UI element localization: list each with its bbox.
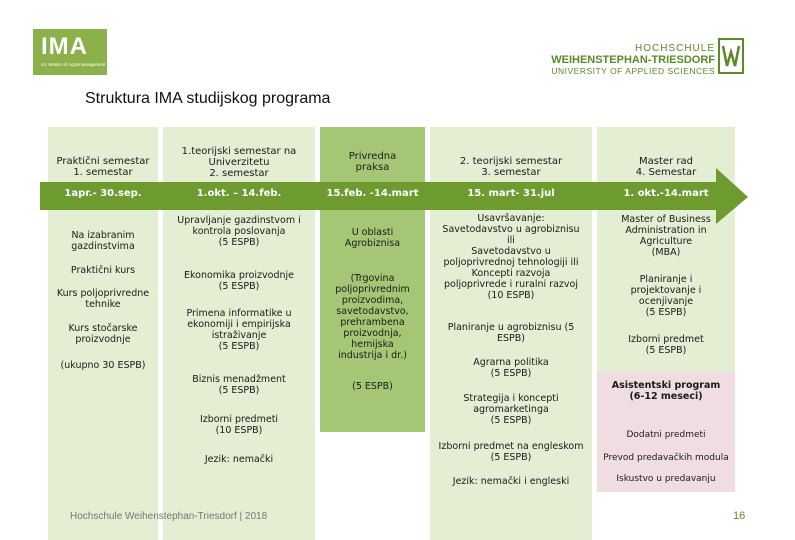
course-item: Biznis menadžment (5 ESPB) (192, 374, 286, 396)
course-item: Agrarna politika (5 ESPB) (473, 357, 549, 379)
master-item: Planiranje i projektovanje i ocenjivanje (5 ESPB) (630, 274, 702, 318)
page-number: 16 (733, 510, 746, 522)
practical-item: Praktični kurs (70, 265, 136, 276)
master-item: Master of Business Administration in Agriculture (MBA) (621, 214, 711, 258)
course-item: Usavršavanje: Savetodavstvo u agrobiznisu ili Savetodavstvo u poljoprivrednoj tehnologiji ili Koncepti razvoja poljoprivrede i ruralni razvoj (10 ESPB) (442, 213, 580, 301)
header-praksa: Privredna praksa (348, 151, 397, 173)
dates-practical: 1apr.- 30.sep. (64, 188, 142, 199)
course-item: Primena informatike u ekonomiji i empirijska istraživanje (5 ESPB) (186, 308, 292, 352)
assistant-item: Prevod predavačkih modula (603, 453, 729, 463)
university-line-2: WEIHENSTEPHAN-TRIESDORF (551, 54, 715, 66)
course-item: Jezik: nemački (204, 454, 274, 465)
practical-item: Na izabranim gazdinstvima (71, 230, 135, 252)
ima-logo-name: IMA (41, 33, 88, 60)
footer-text: Hochschule Weihenstephan-Triesdorf | 2018 (70, 511, 268, 522)
assistant-program-title: Asistentski program (6-12 meseci) (611, 380, 721, 402)
university-w-logo (718, 38, 744, 74)
course-item: Upravljanje gazdinstvom i kontrola poslovanja (5 ESPB) (177, 215, 301, 248)
course-item: Strategija i koncepti agromarketinga (5 ESPB) (463, 393, 559, 426)
university-line-3: UNIVERSITY OF APPLIED SCIENCES (551, 66, 715, 76)
praksa-item: U oblasti Agrobiznisa (344, 227, 401, 249)
header-master: Master rad 4. Semestar (635, 156, 697, 178)
dates-semester3: 15. mart- 31.jul (467, 188, 555, 199)
assistant-item: Dodatni predmeti (626, 430, 706, 440)
university-line-1: HOCHSCHULE (634, 43, 715, 54)
ima-logo-subtitle: Int. Master of Agrarmanagement (41, 62, 106, 67)
course-item: Izborni predmeti (10 ESPB) (199, 414, 279, 436)
praksa-item: (5 ESPB) (352, 381, 393, 392)
course-item: Planiranje u agrobiznisu (5 ESPB) (447, 322, 575, 344)
assistant-item: Iskustvo u predavanju (616, 474, 716, 484)
ima-logo (33, 29, 107, 75)
dates-praksa: 15.feb. -14.mart (326, 188, 419, 199)
course-item: Izborni predmet na engleskom (5 ESPB) (438, 441, 584, 463)
header-practical: Praktični semestar 1. semestar (56, 156, 150, 178)
course-item: Jezik: nemački i engleski (452, 476, 570, 487)
master-item: Izborni predmet (5 ESPB) (628, 334, 704, 356)
dates-master: 1. okt.-14.mart (623, 188, 709, 199)
page-title: Struktura IMA studijskog programa (85, 90, 331, 107)
dates-semester2: 1.okt. – 14.feb. (196, 188, 282, 199)
header-semester2: 1.teorijski semestar na Univerzitetu 2. semestar (181, 146, 297, 179)
practical-item: (ukupno 30 ESPB) (60, 360, 146, 371)
course-item: Ekonomika proizvodnje (5 ESPB) (183, 270, 294, 292)
practical-item: Kurs poljoprivredne tehnike (56, 288, 150, 310)
practical-item: Kurs stočarske proizvodnje (68, 323, 138, 345)
praksa-item: (Trgovina poljoprivrednim proizvodima, savetodavstvo, prehrambena proizvodnja, hemijska industrija i dr.) (335, 273, 410, 361)
header-semester3: 2. teorijski semestar 3. semestar (459, 156, 563, 178)
